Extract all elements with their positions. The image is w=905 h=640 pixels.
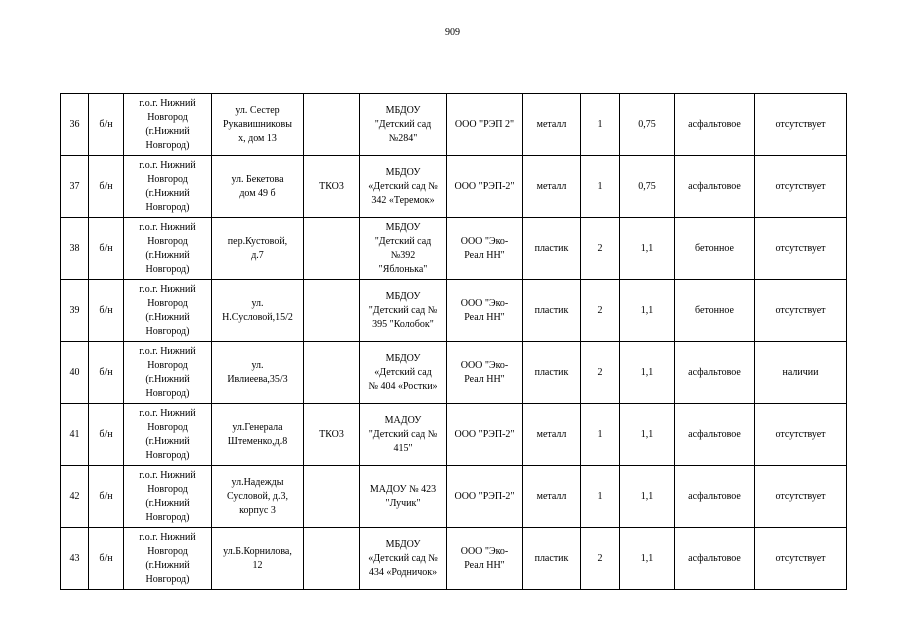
- table-row: [61, 94, 847, 156]
- operator-cell: ООО "Эко- Реал НН": [447, 218, 523, 280]
- municipality-cell: г.о.г. Нижний Новгород (г.Нижний Новгород): [124, 528, 212, 590]
- container-material-cell: пластик: [523, 280, 581, 342]
- container-count-cell: 1: [581, 404, 620, 466]
- waste-type-cell: ТКО3: [304, 156, 360, 218]
- organization-cell: МБДОУ "Детский сад №392 "Яблонька": [360, 218, 447, 280]
- table-row: [61, 156, 847, 218]
- organization-cell: МБДОУ "Детский сад № 395 "Колобок": [360, 280, 447, 342]
- municipality-cell: г.о.г. Нижний Новгород (г.Нижний Новгород): [124, 280, 212, 342]
- operator-cell: ООО "РЭП 2": [447, 94, 523, 156]
- waste-type-cell: [304, 466, 360, 528]
- table-row: [61, 280, 847, 342]
- container-count-cell: 2: [581, 280, 620, 342]
- surface-type-cell: асфальтовое: [675, 404, 755, 466]
- operator-cell: ООО "Эко- Реал НН": [447, 342, 523, 404]
- container-volume-cell: 0,75: [620, 156, 675, 218]
- container-volume-cell: 1,1: [620, 466, 675, 528]
- table-body: [61, 94, 847, 590]
- waste-type-cell: [304, 342, 360, 404]
- waste-site-registry-table: [60, 93, 847, 590]
- operator-cell: ООО "РЭП-2": [447, 404, 523, 466]
- address-cell: ул.Генерала Штеменко,д.8: [212, 404, 304, 466]
- table-row: [61, 218, 847, 280]
- row-number-cell: 36: [61, 94, 89, 156]
- fence-cell: отсутствует: [755, 156, 847, 218]
- house-number-cell: б/н: [89, 94, 124, 156]
- fence-cell: отсутствует: [755, 280, 847, 342]
- container-count-cell: 1: [581, 466, 620, 528]
- container-material-cell: пластик: [523, 218, 581, 280]
- container-volume-cell: 0,75: [620, 94, 675, 156]
- operator-cell: ООО "РЭП-2": [447, 466, 523, 528]
- surface-type-cell: асфальтовое: [675, 466, 755, 528]
- table-row: [61, 466, 847, 528]
- container-count-cell: 2: [581, 528, 620, 590]
- waste-type-cell: [304, 218, 360, 280]
- address-cell: ул. Сестер Рукавишниковы х, дом 13: [212, 94, 304, 156]
- waste-type-cell: [304, 94, 360, 156]
- row-number-cell: 37: [61, 156, 89, 218]
- address-cell: ул.Б.Корнилова, 12: [212, 528, 304, 590]
- row-number-cell: 39: [61, 280, 89, 342]
- surface-type-cell: бетонное: [675, 280, 755, 342]
- operator-cell: ООО "Эко- Реал НН": [447, 280, 523, 342]
- fence-cell: отсутствует: [755, 404, 847, 466]
- table-row: [61, 342, 847, 404]
- fence-cell: наличии: [755, 342, 847, 404]
- municipality-cell: г.о.г. Нижний Новгород (г.Нижний Новгород): [124, 404, 212, 466]
- surface-type-cell: бетонное: [675, 218, 755, 280]
- house-number-cell: б/н: [89, 342, 124, 404]
- organization-cell: МАДОУ № 423 "Лучик": [360, 466, 447, 528]
- container-volume-cell: 1,1: [620, 404, 675, 466]
- table-row: [61, 404, 847, 466]
- fence-cell: отсутствует: [755, 218, 847, 280]
- fence-cell: отсутствует: [755, 528, 847, 590]
- container-volume-cell: 1,1: [620, 218, 675, 280]
- address-cell: ул. Н.Сусловой,15/2: [212, 280, 304, 342]
- container-material-cell: металл: [523, 404, 581, 466]
- container-count-cell: 2: [581, 218, 620, 280]
- address-cell: ул. Ивлиеева,35/3: [212, 342, 304, 404]
- municipality-cell: г.о.г. Нижний Новгород (г.Нижний Новгород): [124, 156, 212, 218]
- row-number-cell: 42: [61, 466, 89, 528]
- address-cell: ул.Надежды Сусловой, д.3, корпус 3: [212, 466, 304, 528]
- page-number: 909: [445, 27, 460, 38]
- municipality-cell: г.о.г. Нижний Новгород (г.Нижний Новгород): [124, 94, 212, 156]
- container-material-cell: металл: [523, 466, 581, 528]
- operator-cell: ООО "Эко- Реал НН": [447, 528, 523, 590]
- container-material-cell: металл: [523, 156, 581, 218]
- surface-type-cell: асфальтовое: [675, 94, 755, 156]
- row-number-cell: 41: [61, 404, 89, 466]
- house-number-cell: б/н: [89, 156, 124, 218]
- address-cell: ул. Бекетова дом 49 б: [212, 156, 304, 218]
- house-number-cell: б/н: [89, 466, 124, 528]
- container-count-cell: 2: [581, 342, 620, 404]
- municipality-cell: г.о.г. Нижний Новгород (г.Нижний Новгород): [124, 218, 212, 280]
- fence-cell: отсутствует: [755, 94, 847, 156]
- organization-cell: МБДОУ «Детский сад № 342 «Теремок»: [360, 156, 447, 218]
- fence-cell: отсутствует: [755, 466, 847, 528]
- address-cell: пер.Кустовой, д.7: [212, 218, 304, 280]
- container-volume-cell: 1,1: [620, 280, 675, 342]
- organization-cell: МБДОУ «Детский сад № 434 «Родничок»: [360, 528, 447, 590]
- container-material-cell: металл: [523, 94, 581, 156]
- waste-type-cell: ТКО3: [304, 404, 360, 466]
- container-count-cell: 1: [581, 156, 620, 218]
- organization-cell: МБДОУ «Детский сад № 404 «Ростки»: [360, 342, 447, 404]
- container-count-cell: 1: [581, 94, 620, 156]
- row-number-cell: 38: [61, 218, 89, 280]
- house-number-cell: б/н: [89, 280, 124, 342]
- municipality-cell: г.о.г. Нижний Новгород (г.Нижний Новгород): [124, 342, 212, 404]
- surface-type-cell: асфальтовое: [675, 156, 755, 218]
- container-material-cell: пластик: [523, 342, 581, 404]
- row-number-cell: 43: [61, 528, 89, 590]
- house-number-cell: б/н: [89, 404, 124, 466]
- container-volume-cell: 1,1: [620, 342, 675, 404]
- waste-type-cell: [304, 280, 360, 342]
- container-material-cell: пластик: [523, 528, 581, 590]
- row-number-cell: 40: [61, 342, 89, 404]
- table-row: [61, 528, 847, 590]
- municipality-cell: г.о.г. Нижний Новгород (г.Нижний Новгород): [124, 466, 212, 528]
- surface-type-cell: асфальтовое: [675, 342, 755, 404]
- container-volume-cell: 1,1: [620, 528, 675, 590]
- organization-cell: МБДОУ "Детский сад №284": [360, 94, 447, 156]
- waste-type-cell: [304, 528, 360, 590]
- organization-cell: МАДОУ "Детский сад № 415": [360, 404, 447, 466]
- house-number-cell: б/н: [89, 218, 124, 280]
- house-number-cell: б/н: [89, 528, 124, 590]
- operator-cell: ООО "РЭП-2": [447, 156, 523, 218]
- surface-type-cell: асфальтовое: [675, 528, 755, 590]
